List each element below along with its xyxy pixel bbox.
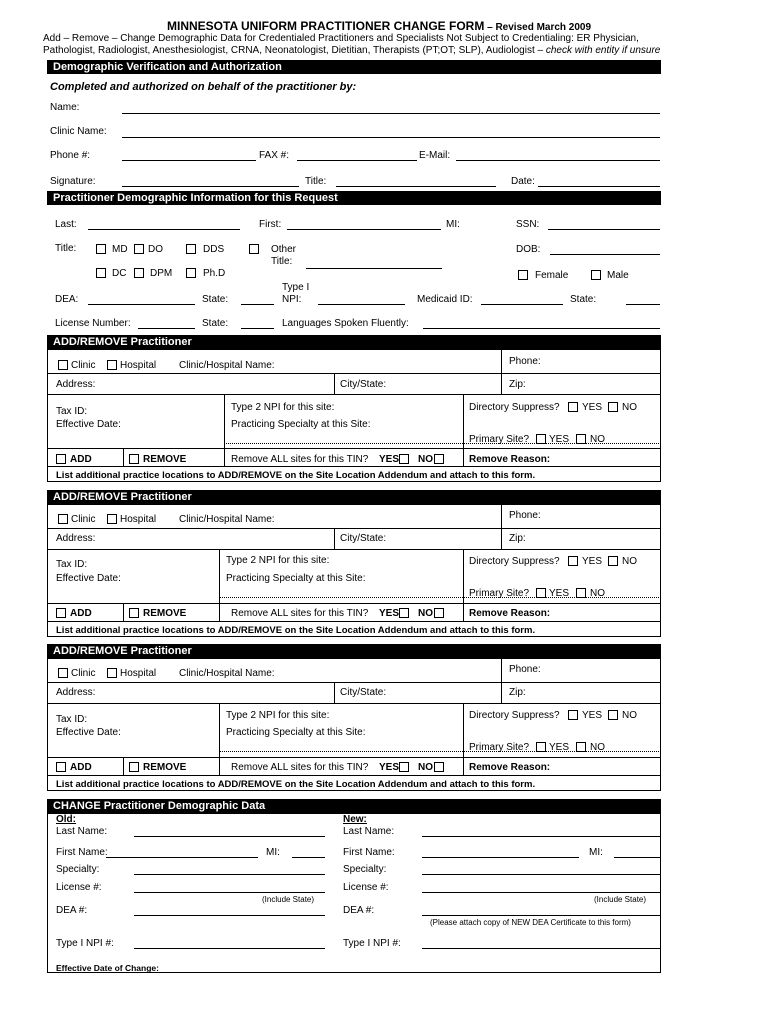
primary-site-label: Primary Site? [469, 434, 530, 445]
date-label: Date: [511, 176, 535, 187]
grid-line [334, 373, 335, 394]
title-choice-label: Title: [55, 243, 77, 254]
grid-line [47, 757, 661, 758]
do-label: DO [148, 244, 163, 255]
effective-date-label: Effective Date: [56, 573, 121, 584]
other-label: Other [271, 244, 297, 255]
name-field[interactable] [122, 113, 660, 114]
section-practitioner-demographic: Practitioner Demographic Information for this Request [47, 191, 661, 205]
list-additional-note: List additional practice locations to ADD/REMOVE on the Site Location Addendum and attach to this form. [56, 625, 536, 636]
site-phone-label: Phone: [509, 356, 541, 367]
primary-yes-label: YES [549, 588, 570, 599]
old-dea-label: DEA #: [56, 905, 88, 916]
other-title-field[interactable] [306, 268, 442, 269]
languages-label: Languages Spoken Fluently: [282, 318, 409, 329]
directory-no-checkbox[interactable] [608, 556, 618, 566]
grid-line [501, 349, 502, 394]
license-state-field[interactable] [241, 328, 274, 329]
add-checkbox[interactable] [56, 608, 66, 618]
tax-id-label: Tax ID: [56, 406, 88, 417]
new-dea-field[interactable] [422, 915, 660, 916]
grid-line [47, 466, 661, 467]
remove-all-label: Remove ALL sites for this TIN? [231, 608, 369, 619]
date-field[interactable] [538, 186, 660, 187]
signature-field[interactable] [122, 186, 299, 187]
clinic-hospital-name-label: Clinic/Hospital Name: [179, 514, 275, 525]
city-state-label: City/State: [340, 379, 387, 390]
medicaid-field[interactable] [481, 304, 563, 305]
md-checkbox[interactable] [96, 244, 106, 254]
grid-line [463, 703, 464, 775]
remove-all-no-checkbox[interactable] [434, 608, 444, 618]
primary-no-label: NO [590, 742, 605, 753]
grid-line [123, 603, 124, 621]
directory-no-label: NO [622, 402, 637, 413]
new-license-field[interactable] [422, 892, 660, 893]
new-specialty-label: Specialty: [343, 864, 387, 875]
hospital-checkbox[interactable] [107, 668, 117, 678]
fax-field[interactable] [297, 160, 417, 161]
hospital-label: Hospital [120, 668, 157, 679]
section-add-remove-2: ADD/REMOVE Practitioner [47, 490, 661, 504]
email-field[interactable] [456, 160, 660, 161]
dea-field[interactable] [88, 304, 195, 305]
medicaid-state-label: State: [570, 294, 597, 305]
male-label: Male [607, 270, 629, 281]
remove-all-yes-label: YES [379, 762, 400, 773]
effective-date-label: Effective Date: [56, 419, 121, 430]
ssn-label: SSN: [516, 219, 540, 230]
primary-no-checkbox[interactable] [576, 434, 586, 444]
city-state-label: City/State: [340, 687, 387, 698]
grid-line [47, 394, 661, 395]
new-type1-npi-label: Type I NPI #: [343, 938, 401, 949]
grid-line [501, 658, 502, 703]
directory-suppress-label: Directory Suppress? [469, 402, 560, 413]
form-subtitle-note: check with entity if unsure [545, 45, 661, 56]
form-revision: – Revised March 2009 [484, 22, 592, 33]
grid-line [47, 373, 661, 374]
primary-no-checkbox[interactable] [576, 742, 586, 752]
practicing-specialty-label: Practicing Specialty at this Site: [226, 727, 366, 738]
form-title-text: MINNESOTA UNIFORM PRACTITIONER CHANGE FORM [167, 19, 485, 33]
grid-line [47, 682, 661, 683]
type2-npi-label: Type 2 NPI for this site: [226, 555, 330, 566]
old-last-name-field[interactable] [134, 836, 325, 837]
phone-label: Phone #: [50, 150, 91, 161]
md-label: MD [112, 244, 128, 255]
new-dea-label: DEA #: [343, 905, 375, 916]
hospital-checkbox[interactable] [107, 514, 117, 524]
new-label: New: [343, 814, 367, 825]
phone-field[interactable] [122, 160, 256, 161]
section-add-remove-3: ADD/REMOVE Practitioner [47, 644, 661, 658]
medicaid-label: Medicaid ID: [417, 294, 473, 305]
grid-line [47, 448, 661, 449]
remove-checkbox[interactable] [129, 762, 139, 772]
list-additional-note: List additional practice locations to ADD/REMOVE on the Site Location Addendum and attach to this form. [56, 470, 536, 481]
zip-label: Zip: [509, 687, 526, 698]
clinic-checkbox[interactable] [58, 360, 68, 370]
last-label: Last: [55, 219, 77, 230]
remove-all-yes-checkbox[interactable] [399, 454, 409, 464]
tax-id-label: Tax ID: [56, 714, 88, 725]
new-license-label: License #: [343, 882, 389, 893]
effective-change-label: Effective Date of Change: [56, 963, 159, 973]
primary-yes-checkbox[interactable] [536, 742, 546, 752]
grid-line [47, 775, 661, 776]
tax-id-label: Tax ID: [56, 559, 88, 570]
remove-reason-label: Remove Reason: [469, 762, 551, 773]
phd-checkbox[interactable] [186, 268, 196, 278]
remove-all-no-checkbox[interactable] [434, 454, 444, 464]
add-label: ADD [70, 608, 92, 619]
grid-line [463, 549, 464, 621]
directory-no-label: NO [622, 556, 637, 567]
dpm-checkbox[interactable] [134, 268, 144, 278]
add-checkbox[interactable] [56, 762, 66, 772]
directory-yes-label: YES [582, 556, 603, 567]
practicing-specialty-label: Practicing Specialty at this Site: [226, 573, 366, 584]
grid-line [334, 682, 335, 703]
type2-npi-label: Type 2 NPI for this site: [226, 710, 330, 721]
dds-checkbox[interactable] [186, 244, 196, 254]
dds-label: DDS [203, 244, 225, 255]
old-specialty-label: Specialty: [56, 864, 100, 875]
female-label: Female [535, 270, 569, 281]
npi-field[interactable] [318, 304, 405, 305]
form-subtitle-line1: Add – Remove – Change Demographic Data for Credentialed Practitioners and Specialists Not Subject to Credentialing: ER Physician, [43, 33, 639, 44]
primary-no-checkbox[interactable] [576, 588, 586, 598]
grid-line [123, 757, 124, 775]
ssn-field[interactable] [548, 229, 660, 230]
male-checkbox[interactable] [591, 270, 601, 280]
new-include-state-note: (Include State) [594, 895, 647, 904]
old-mi-label: MI: [266, 847, 280, 858]
remove-all-yes-checkbox[interactable] [399, 608, 409, 618]
directory-yes-checkbox[interactable] [568, 710, 578, 720]
clinic-checkbox[interactable] [58, 514, 68, 524]
directory-yes-checkbox[interactable] [568, 402, 578, 412]
old-include-state-note: (Include State) [262, 895, 315, 904]
new-last-name-label: Last Name: [343, 826, 395, 837]
add-checkbox[interactable] [56, 454, 66, 464]
medicaid-state-field[interactable] [626, 304, 660, 305]
clinic-checkbox[interactable] [58, 668, 68, 678]
primary-no-label: NO [590, 588, 605, 599]
remove-checkbox[interactable] [129, 454, 139, 464]
new-first-name-label: First Name: [343, 847, 395, 858]
npi-label: NPI: [282, 294, 302, 305]
dea-state-label: State: [202, 294, 229, 305]
address-label: Address: [56, 533, 96, 544]
grid-line [47, 621, 661, 622]
section-demographic-verification: Demographic Verification and Authorization [47, 60, 661, 74]
fax-label: FAX #: [259, 150, 290, 161]
directory-yes-label: YES [582, 402, 603, 413]
new-specialty-field[interactable] [422, 874, 660, 875]
remove-all-no-label: NO [418, 608, 433, 619]
old-type1-npi-field[interactable] [134, 948, 325, 949]
add-remove-block-2 [0, 490, 770, 640]
clinic-label: Clinic [71, 360, 96, 371]
remove-all-yes-label: YES [379, 608, 400, 619]
directory-no-label: NO [622, 710, 637, 721]
remove-checkbox[interactable] [129, 608, 139, 618]
hospital-label: Hospital [120, 514, 157, 525]
clinic-hospital-name-label: Clinic/Hospital Name: [179, 668, 275, 679]
mi-label: MI: [446, 219, 460, 230]
first-label: First: [259, 219, 282, 230]
primary-no-label: NO [590, 434, 605, 445]
grid-line [463, 394, 464, 466]
type2-npi-label: Type 2 NPI for this site: [231, 402, 335, 413]
grid-line [123, 448, 124, 466]
dc-label: DC [112, 268, 127, 279]
form-subtitle-text: Pathologist, Radiologist, Anesthesiologist, CRNA, Neonatologist, Dietitian, Therapists (PT;OT; SLP), Audiologist – [43, 45, 546, 56]
old-license-label: License #: [56, 882, 102, 893]
new-first-name-field[interactable] [422, 857, 579, 858]
dc-checkbox[interactable] [96, 268, 106, 278]
last-field[interactable] [88, 229, 240, 230]
dpm-label: DPM [150, 268, 173, 279]
remove-label: REMOVE [143, 762, 187, 773]
do-checkbox[interactable] [134, 244, 144, 254]
primary-site-label: Primary Site? [469, 742, 530, 753]
grid-line [219, 549, 220, 621]
directory-suppress-label: Directory Suppress? [469, 556, 560, 567]
old-license-field[interactable] [134, 892, 325, 893]
site-phone-label: Phone: [509, 664, 541, 675]
grid-line [334, 528, 335, 549]
other-title-label: Title: [271, 256, 293, 267]
directory-no-checkbox[interactable] [608, 710, 618, 720]
add-remove-block-3 [0, 644, 770, 794]
old-dea-field[interactable] [134, 915, 325, 916]
clinic-name-label: Clinic Name: [50, 126, 107, 137]
authorized-by-label: Completed and authorized on behalf of the practitioner by: [50, 81, 357, 93]
hospital-checkbox[interactable] [107, 360, 117, 370]
new-type1-npi-field[interactable] [422, 948, 660, 949]
remove-all-label: Remove ALL sites for this TIN? [231, 454, 369, 465]
clinic-name-field[interactable] [122, 137, 660, 138]
primary-yes-label: YES [549, 742, 570, 753]
remove-label: REMOVE [143, 454, 187, 465]
grid-line [47, 549, 661, 550]
signature-label: Signature: [50, 176, 96, 187]
other-checkbox[interactable] [249, 244, 259, 254]
practicing-specialty-label: Practicing Specialty at this Site: [231, 419, 371, 430]
attach-dea-note: (Please attach copy of NEW DEA Certificate to this form) [430, 918, 631, 927]
remove-all-label: Remove ALL sites for this TIN? [231, 762, 369, 773]
clinic-hospital-name-label: Clinic/Hospital Name: [179, 360, 275, 371]
section-change-demographic: CHANGE Practitioner Demographic Data [47, 799, 661, 813]
add-label: ADD [70, 762, 92, 773]
list-additional-note: List additional practice locations to ADD/REMOVE on the Site Location Addendum and attach to this form. [56, 779, 536, 790]
directory-suppress-label: Directory Suppress? [469, 710, 560, 721]
license-field[interactable] [138, 328, 195, 329]
site-phone-label: Phone: [509, 510, 541, 521]
directory-yes-label: YES [582, 710, 603, 721]
primary-site-label: Primary Site? [469, 588, 530, 599]
effective-date-label: Effective Date: [56, 727, 121, 738]
grid-line [47, 603, 661, 604]
remove-all-no-label: NO [418, 762, 433, 773]
license-state-label: State: [202, 318, 229, 329]
old-last-name-label: Last Name: [56, 826, 108, 837]
name-label: Name: [50, 102, 80, 113]
license-label: License Number: [55, 318, 131, 329]
grid-line [224, 394, 225, 466]
new-last-name-field[interactable] [422, 836, 660, 837]
primary-yes-checkbox[interactable] [536, 588, 546, 598]
remove-reason-label: Remove Reason: [469, 608, 551, 619]
address-label: Address: [56, 379, 96, 390]
grid-line [219, 703, 220, 775]
address-label: Address: [56, 687, 96, 698]
remove-all-yes-checkbox[interactable] [399, 762, 409, 772]
clinic-label: Clinic [71, 514, 96, 525]
primary-yes-checkbox[interactable] [536, 434, 546, 444]
remove-reason-label: Remove Reason: [469, 454, 551, 465]
clinic-label: Clinic [71, 668, 96, 679]
old-first-name-field[interactable] [106, 857, 258, 858]
grid-line [47, 703, 661, 704]
dea-label: DEA: [55, 294, 79, 305]
dea-state-field[interactable] [241, 304, 274, 305]
title-field[interactable] [336, 186, 496, 187]
first-field[interactable] [287, 229, 441, 230]
dob-field[interactable] [550, 254, 660, 255]
form-subtitle-line2 [43, 45, 660, 57]
new-mi-field[interactable] [614, 857, 660, 858]
add-label: ADD [70, 454, 92, 465]
type1-label: Type I [282, 282, 310, 293]
grid-line [501, 504, 502, 549]
city-state-label: City/State: [340, 533, 387, 544]
old-specialty-field[interactable] [134, 874, 325, 875]
dob-label: DOB: [516, 244, 541, 255]
primary-yes-label: YES [549, 434, 570, 445]
female-checkbox[interactable] [518, 270, 528, 280]
old-type1-npi-label: Type I NPI #: [56, 938, 114, 949]
add-remove-block-1 [0, 335, 770, 485]
section-add-remove-1: ADD/REMOVE Practitioner [47, 335, 661, 349]
directory-yes-checkbox[interactable] [568, 556, 578, 566]
remove-all-no-checkbox[interactable] [434, 762, 444, 772]
hospital-label: Hospital [120, 360, 157, 371]
languages-field[interactable] [423, 328, 660, 329]
zip-label: Zip: [509, 379, 526, 390]
directory-no-checkbox[interactable] [608, 402, 618, 412]
title-label: Title: [305, 176, 327, 187]
old-label: Old: [56, 814, 76, 825]
zip-label: Zip: [509, 533, 526, 544]
remove-all-yes-label: YES [379, 454, 400, 465]
email-label: E-Mail: [419, 150, 451, 161]
remove-all-no-label: NO [418, 454, 433, 465]
old-mi-field[interactable] [292, 857, 325, 858]
phd-label: Ph.D [203, 268, 226, 279]
remove-label: REMOVE [143, 608, 187, 619]
grid-line [47, 528, 661, 529]
new-mi-label: MI: [589, 847, 603, 858]
old-first-name-label: First Name: [56, 847, 108, 858]
